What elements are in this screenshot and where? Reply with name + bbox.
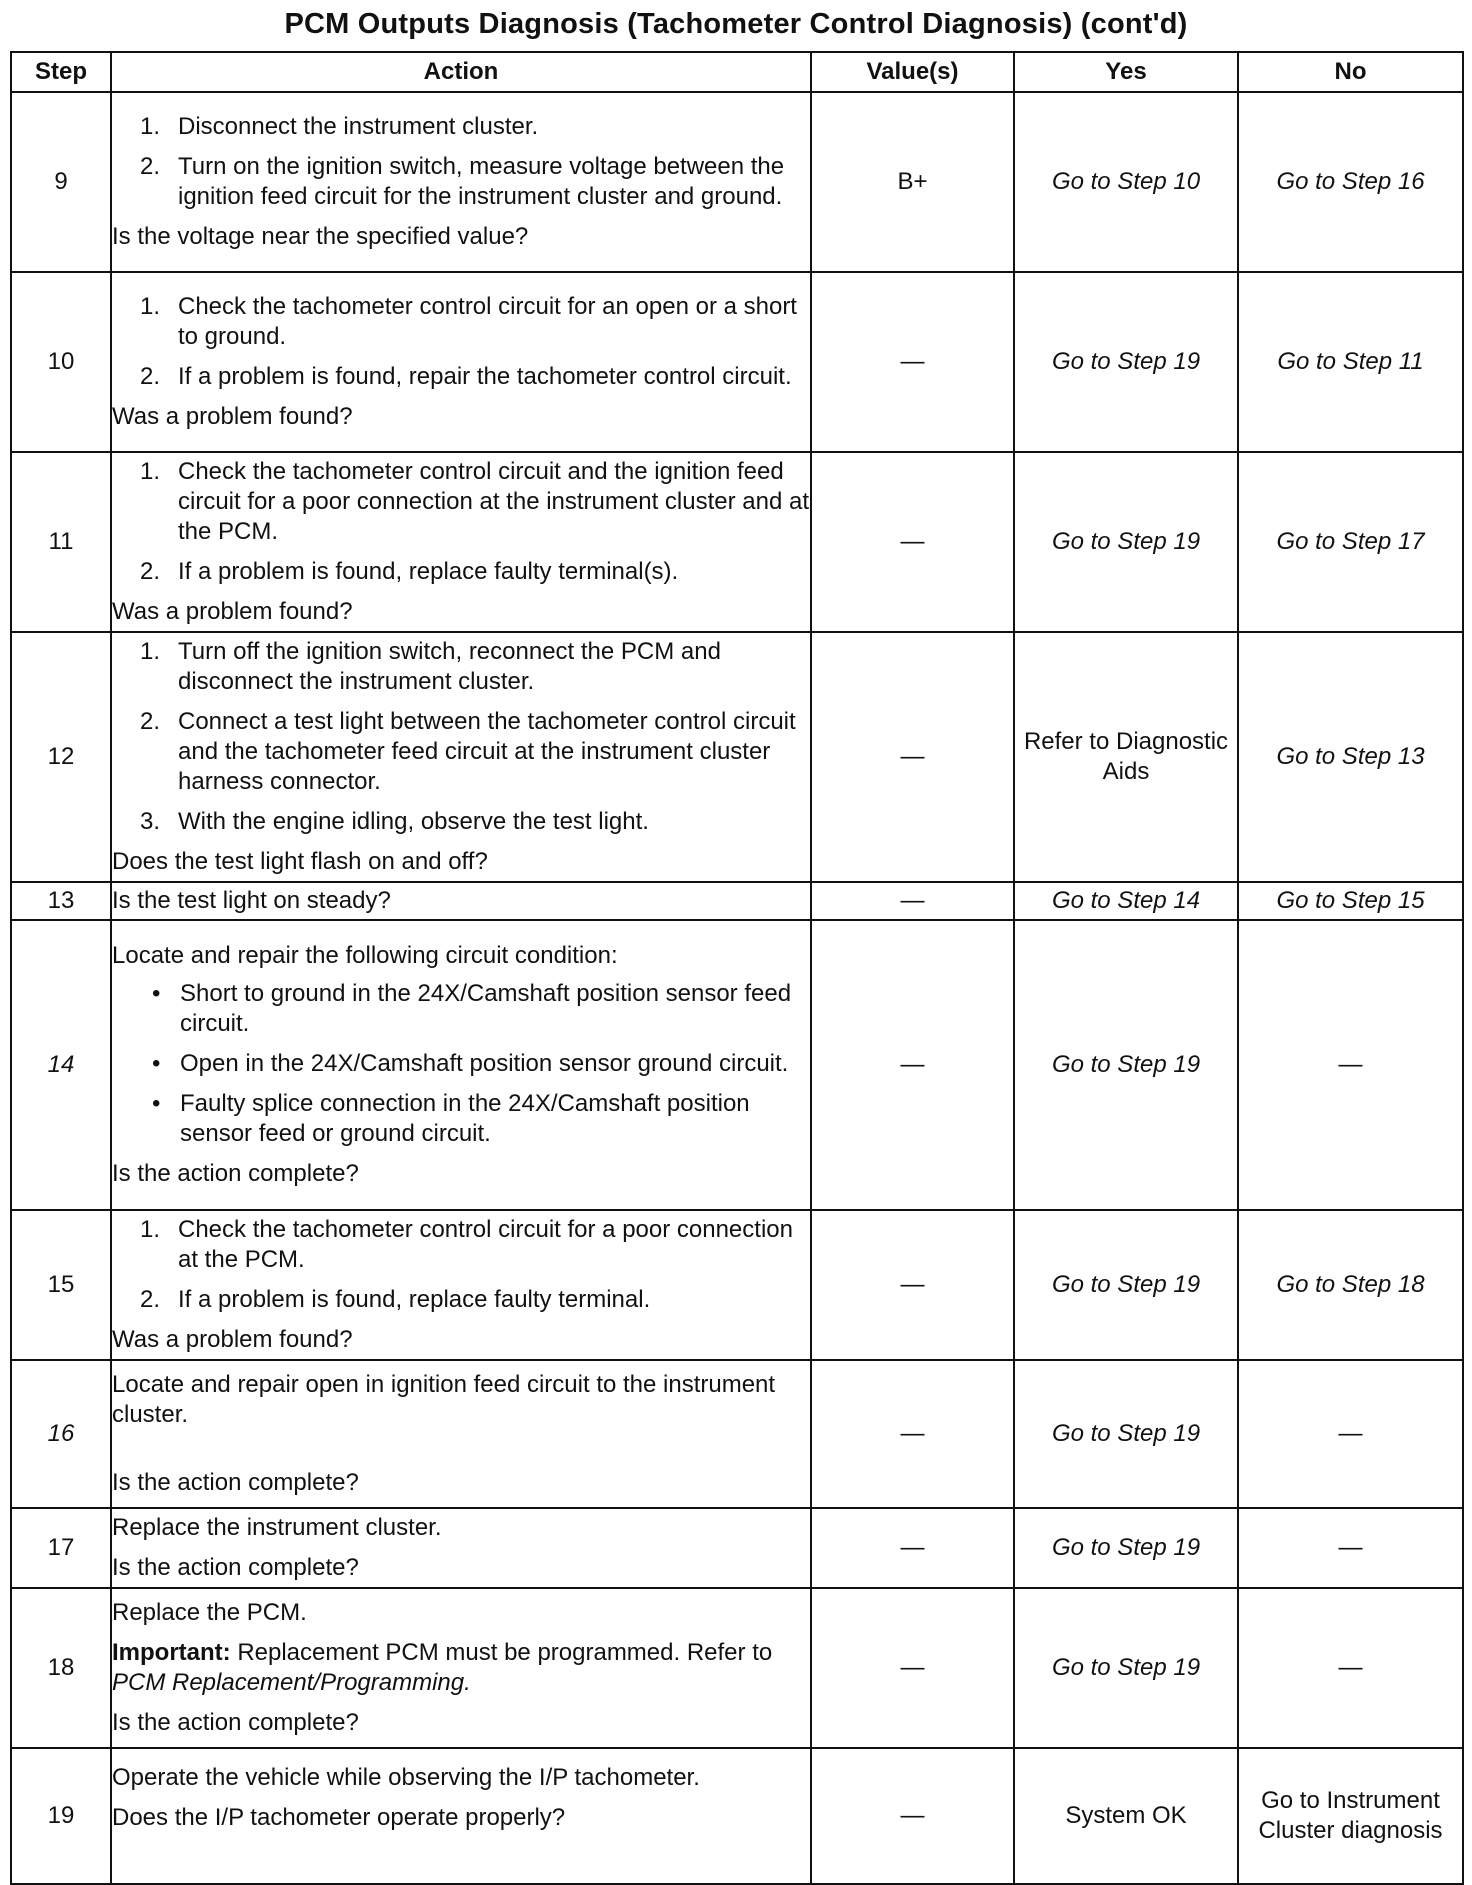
action-question: Was a problem found? [112, 598, 353, 625]
step-number: 9 [11, 92, 111, 272]
action-question: Was a problem found? [112, 1326, 353, 1353]
action-question: Is the action complete? [112, 1709, 359, 1736]
no-cell: Go to Step 11 [1238, 272, 1463, 452]
step-number: 15 [11, 1210, 111, 1360]
value-cell: — [811, 920, 1014, 1210]
action-intro: Operate the vehicle while observing the I/P tachometer. [112, 1764, 700, 1791]
step-number: 13 [11, 882, 111, 920]
action-intro: Replace the instrument cluster. [112, 1514, 442, 1541]
action-item: 1. Check the tachometer control circuit for an open or a short to ground. [140, 293, 797, 350]
value-cell: — [811, 1360, 1014, 1508]
action-cell [111, 882, 811, 920]
action-question: Is the test light on steady? [112, 887, 391, 914]
yes-cell: Go to Step 19 [1014, 1508, 1238, 1588]
action-cell [111, 92, 811, 272]
table-row [11, 272, 1463, 452]
action-item: 3. With the engine idling, observe the test light. [140, 808, 649, 835]
value-cell: — [811, 632, 1014, 882]
no-cell: Go to Step 16 [1238, 92, 1463, 272]
action-intro: Locate and repair open in ignition feed circuit to the instrument cluster. [112, 1371, 776, 1428]
no-cell: — [1238, 1588, 1463, 1748]
no-cell: Go to Step 15 [1238, 882, 1463, 920]
yes-cell: Go to Step 19 [1014, 452, 1238, 632]
step-number: 18 [11, 1588, 111, 1748]
action-item: 1. Turn off the ignition switch, reconnect the PCM and disconnect the instrument cluster. [140, 638, 721, 695]
no-cell: — [1238, 1360, 1463, 1508]
yes-cell: Go to Step 19 [1014, 1588, 1238, 1748]
action-item: 2. Connect a test light between the tachometer control circuit and the tachometer feed circuit at the instrument cluster harness connector. [140, 708, 796, 795]
table-row [11, 1508, 1463, 1588]
value-cell: — [811, 1588, 1014, 1748]
action-question: Is the action complete? [112, 1469, 359, 1496]
important-text: Replacement PCM must be programmed. Refer to [230, 1639, 773, 1666]
action-intro: Replace the PCM. [112, 1599, 307, 1626]
action-bullet: • Short to ground in the 24X/Camshaft position sensor feed circuit. [152, 980, 792, 1037]
action-item: 2. Turn on the ignition switch, measure voltage between the ignition feed circuit for the instrument cluster and ground. [140, 153, 785, 210]
yes-cell: Go to Step 14 [1014, 882, 1238, 920]
step-number: 12 [11, 632, 111, 882]
action-cell [111, 920, 811, 1210]
action-question: Is the voltage near the specified value? [112, 223, 529, 250]
yes-cell: Refer to Diagnostic Aids [1014, 632, 1238, 882]
yes-cell: Go to Step 19 [1014, 1360, 1238, 1508]
reference-link: PCM Replacement/Programming. [112, 1669, 471, 1696]
action-question: Does the test light flash on and off? [112, 848, 488, 875]
action-cell [111, 632, 811, 882]
header-values: Value(s) [811, 52, 1014, 92]
table-row [11, 1748, 1463, 1884]
action-cell [111, 1508, 811, 1588]
yes-cell: System OK [1014, 1748, 1238, 1884]
value-cell: — [811, 272, 1014, 452]
action-cell [111, 1360, 811, 1508]
step-number: 19 [11, 1748, 111, 1884]
action-bullet: • Open in the 24X/Camshaft position sensor ground circuit. [152, 1050, 789, 1077]
action-cell [111, 1748, 811, 1884]
action-question: Is the action complete? [112, 1554, 359, 1581]
no-cell: Go to Instrument Cluster diagnosis [1238, 1748, 1463, 1884]
action-cell [111, 272, 811, 452]
header-step: Step [11, 52, 111, 92]
no-cell: Go to Step 13 [1238, 632, 1463, 882]
action-question: Does the I/P tachometer operate properly? [112, 1804, 566, 1831]
value-cell: — [811, 882, 1014, 920]
action-bullet: • Faulty splice connection in the 24X/Camshaft position sensor feed or ground circuit. [152, 1090, 750, 1147]
no-cell: Go to Step 18 [1238, 1210, 1463, 1360]
header-no: No [1238, 52, 1463, 92]
table-row [11, 92, 1463, 272]
no-cell: Go to Step 17 [1238, 452, 1463, 632]
step-number: 17 [11, 1508, 111, 1588]
important-label: Important: [112, 1639, 231, 1666]
diagnosis-table [10, 51, 1464, 1885]
table-row [11, 920, 1463, 1210]
value-cell: — [811, 1748, 1014, 1884]
action-intro: Locate and repair the following circuit condition: [112, 942, 618, 969]
action-cell [111, 1210, 811, 1360]
action-question: Was a problem found? [112, 403, 353, 430]
action-cell [111, 452, 811, 632]
step-number: 11 [11, 452, 111, 632]
table-row [11, 1588, 1463, 1748]
value-cell: — [811, 1210, 1014, 1360]
table-header-row [11, 52, 1463, 92]
header-action: Action [111, 52, 811, 92]
action-item: 1. Check the tachometer control circuit and the ignition feed circuit for a poor connection at the instrument cluster and at the PCM. [140, 458, 809, 545]
page-title: PCM Outputs Diagnosis (Tachometer Control Diagnosis) (cont'd) [284, 8, 1188, 40]
value-cell: — [811, 1508, 1014, 1588]
table-row [11, 632, 1463, 882]
action-item: 2. If a problem is found, replace faulty terminal. [140, 1286, 651, 1313]
action-item: 1. Disconnect the instrument cluster. [140, 113, 539, 140]
table-row [11, 452, 1463, 632]
value-cell: — [811, 452, 1014, 632]
step-number: 14 [11, 920, 111, 1210]
action-item: 1. Check the tachometer control circuit for a poor connection at the PCM. [140, 1216, 793, 1273]
action-item: 2. If a problem is found, repair the tachometer control circuit. [140, 363, 792, 390]
important-note [112, 1638, 810, 1698]
table-row [11, 1210, 1463, 1360]
step-number: 10 [11, 272, 111, 452]
no-cell: — [1238, 1508, 1463, 1588]
value-cell: B+ [811, 92, 1014, 272]
action-item: 2. If a problem is found, replace faulty terminal(s). [140, 558, 679, 585]
step-number: 16 [11, 1360, 111, 1508]
table-row [11, 1360, 1463, 1508]
yes-cell: Go to Step 19 [1014, 272, 1238, 452]
action-cell [111, 1588, 811, 1748]
no-cell: — [1238, 920, 1463, 1210]
yes-cell: Go to Step 10 [1014, 92, 1238, 272]
header-yes: Yes [1014, 52, 1238, 92]
table-row [11, 882, 1463, 920]
yes-cell: Go to Step 19 [1014, 920, 1238, 1210]
yes-cell: Go to Step 19 [1014, 1210, 1238, 1360]
action-question: Is the action complete? [112, 1160, 359, 1187]
